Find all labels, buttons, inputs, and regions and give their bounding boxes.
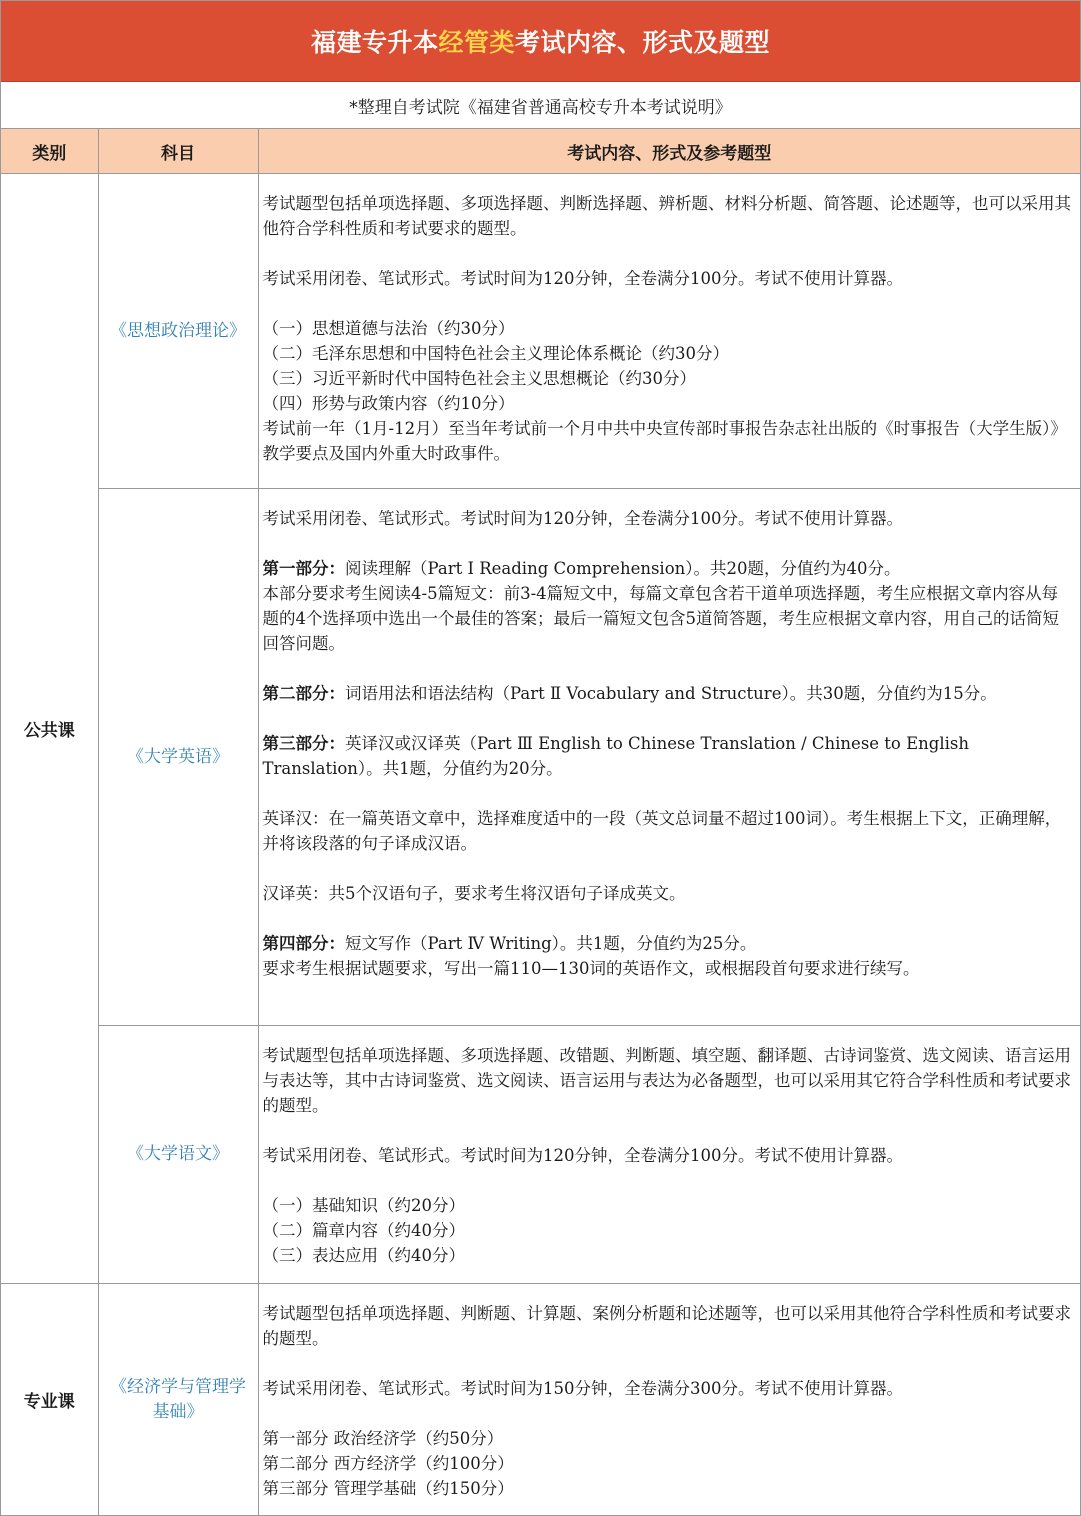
econ-types: 考试题型包括单项选择题、判断题、计算题、案例分析题和论述题等，也可以采用其他符合学科性质和考试要求的题型。: [262, 1304, 1071, 1348]
category-major: 专业课: [1, 1284, 98, 1516]
part2-text: 词语用法和语法结构（Part Ⅱ Vocabulary and Structure）。共30题，分值约为15分。: [345, 684, 997, 703]
list-item: 第三部分 管理学基础（约150分）: [262, 1479, 514, 1498]
subject-english: 《大学英语》: [98, 489, 258, 1026]
part2-label: 第二部分：: [262, 684, 345, 703]
part4-desc: 要求考生根据试题要求，写出一篇110—130词的英语作文，或根据段首句要求进行续写。: [262, 959, 920, 978]
header-row: [1, 129, 1080, 174]
english-e2c: 英译汉：在一篇英语文章中，选择难度适中的一段（英文总词量不超过100词）。考生根据上下文，正确理解，并将该段落的句子译成汉语。: [262, 809, 1062, 853]
title-post: 考试内容、形式及题型: [515, 28, 771, 57]
table-row: [1, 489, 1080, 1026]
chinese-format: 考试采用闭卷、笔试形式。考试时间为120分钟，全卷满分100分。考试不使用计算器。: [262, 1146, 903, 1165]
english-format: 考试采用闭卷、笔试形式。考试时间为120分钟，全卷满分100分。考试不使用计算器。: [262, 509, 903, 528]
subject-econ: 《经济学与管理学基础》: [98, 1284, 258, 1516]
part1-text: 阅读理解（Part Ⅰ Reading Comprehension）。共20题，分值约为40分。: [345, 559, 901, 578]
list-item: （二）毛泽东思想和中国特色社会主义理论体系概论（约30分）: [262, 344, 729, 363]
list-item: （四）形势与政策内容（约10分）: [262, 394, 515, 413]
chinese-items: [263, 1193, 1073, 1268]
politics-format: 考试采用闭卷、笔试形式。考试时间为120分钟，全卷满分100分。考试不使用计算器。: [262, 269, 903, 288]
table-row: [1, 1026, 1080, 1284]
part3-label: 第三部分：: [262, 734, 345, 753]
part1-label: 第一部分：: [262, 559, 345, 578]
list-item: 第二部分 西方经济学（约100分）: [262, 1454, 514, 1473]
part1-desc: 本部分要求考生阅读4-5篇短文：前3-4篇短文中，每篇文章包含若干道单项选择题，考生应根据文章内容从每题的4个选择项中选出一个最佳的答案；最后一篇短文包含5道简答题，考生应根据文章内容，用自己的话简短回答问题。: [262, 584, 1059, 653]
chinese-types: 考试题型包括单项选择题、多项选择题、改错题、判断题、填空题、翻译题、古诗词鉴赏、选文阅读、语言运用与表达等，其中古诗词鉴赏、选文阅读、语言运用与表达为必备题型，也可以采用其它符合学科性质和考试要求的题型。: [262, 1046, 1071, 1115]
english-part1: [263, 556, 1073, 656]
politics-types: 考试题型包括单项选择题、多项选择题、判断选择题、辨析题、材料分析题、简答题、论述题等，也可以采用其他符合学科性质和考试要求的题型。: [262, 194, 1071, 238]
part3-text: 英译汉或汉译英（Part Ⅲ English to Chinese Translation / Chinese to English Translation）。共1题，分值约为20分。: [262, 734, 969, 778]
list-item: （一）基础知识（约20分）: [262, 1196, 465, 1215]
politics-items: [263, 316, 1073, 466]
header-content: 考试内容、形式及参考题型: [258, 129, 1080, 174]
english-part4: [263, 931, 1073, 981]
source-note: *整理自考试院《福建省普通高校专升本考试说明》: [1, 82, 1080, 129]
econ-items: [263, 1426, 1073, 1501]
list-item: （一）思想道德与法治（约30分）: [262, 319, 515, 338]
content-econ: [258, 1284, 1080, 1516]
list-item: 第一部分 政治经济学（约50分）: [262, 1429, 504, 1448]
exam-table: [1, 129, 1080, 1516]
part4-text: 短文写作（Part Ⅳ Writing）。共1题，分值约为25分。: [345, 934, 757, 953]
content-english: [258, 489, 1080, 1026]
content-politics: [258, 174, 1080, 489]
page-title: [1, 1, 1080, 82]
politics-note: 考试前一年（1月-12月）至当年考试前一个月中共中央宣传部时事报告杂志社出版的《时事报告（大学生版）》教学要点及国内外重大时政事件。: [262, 419, 1067, 463]
header-subject: 科目: [98, 129, 258, 174]
title-pre: 福建专升本: [310, 28, 439, 57]
list-item: （三）习近平新时代中国特色社会主义思想概论（约30分）: [262, 369, 696, 388]
content-chinese: [258, 1026, 1080, 1284]
category-public: 公共课: [1, 174, 98, 1284]
list-item: （二）篇章内容（约40分）: [262, 1221, 465, 1240]
title-highlight: 经管类: [438, 28, 515, 57]
english-c2e: 汉译英：共5个汉语句子，要求考生将汉语句子译成英文。: [262, 884, 686, 903]
econ-format: 考试采用闭卷、笔试形式。考试时间为150分钟，全卷满分300分。考试不使用计算器。: [262, 1379, 903, 1398]
list-item: （三）表达应用（约40分）: [262, 1246, 465, 1265]
header-category: 类别: [1, 129, 98, 174]
table-row: [1, 174, 1080, 489]
english-part3: [263, 731, 1073, 781]
subject-politics: 《思想政治理论》: [98, 174, 258, 489]
table-row: [1, 1284, 1080, 1516]
part4-label: 第四部分：: [262, 934, 345, 953]
english-part2: [263, 681, 1073, 706]
subject-chinese: 《大学语文》: [98, 1026, 258, 1284]
